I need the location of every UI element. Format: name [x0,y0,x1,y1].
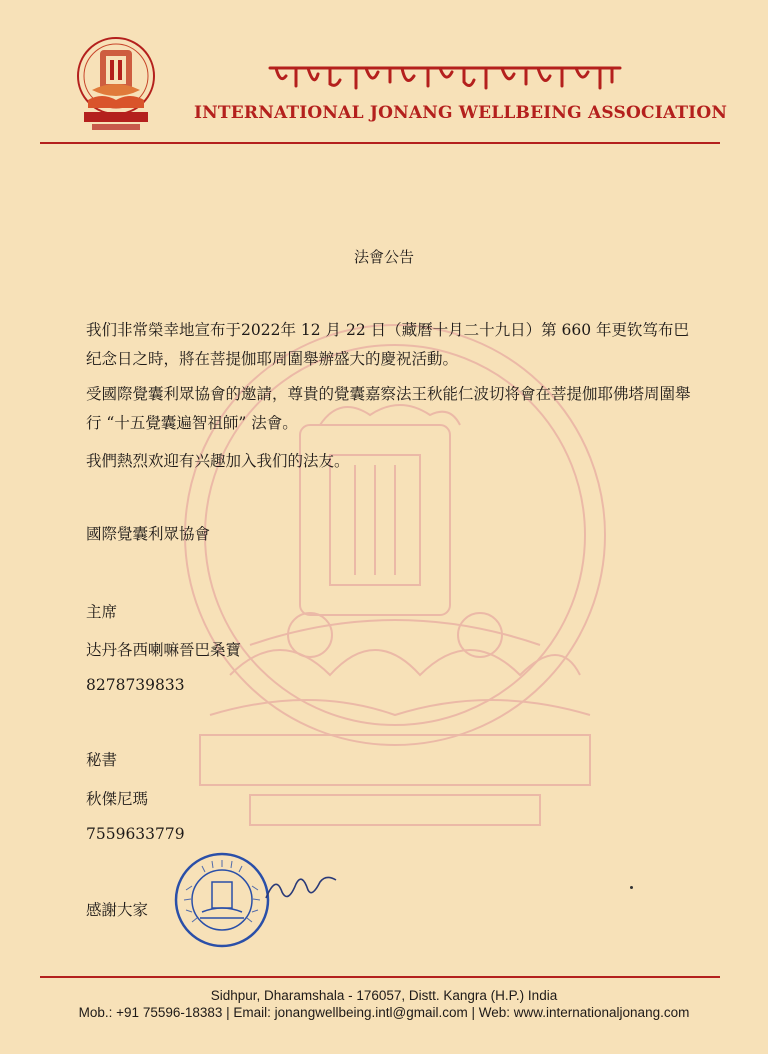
secretary-name: 秋傑尼瑪 [86,790,149,808]
chairman-name: 达丹各西喇嘛晉巴桑寶 [86,641,242,659]
invitation-paragraph: 受國際覺囊利眾協會的邀請，尊貴的覺囊嘉察法王秋能仁波切将會在菩提伽耶佛塔周圍舉行 “十五覺囊遍智祖師” 法會。 [86,385,691,432]
announcement-paragraph: 我们非常榮幸地宣布于2022年 12 月 22 日（藏曆十月二十九日）第 660 年更钦笃布巴纪念日之時，將在菩提伽耶周圍舉辦盛大的慶祝活動。 [86,321,690,368]
footer-address: Sidhpur, Dharamshala - 176057, Distt. Kangra (H.P.) India [210,988,558,1003]
tibetan-title-script [266,58,626,94]
paper-speck [630,886,633,889]
chairman-phone: 8278739833 [86,676,185,694]
footer-divider [40,976,720,978]
secretary-phone: 7559633779 [86,825,185,843]
welcome-paragraph: 我們熱烈欢迎有兴趣加入我们的法友。 [86,452,350,470]
closing-text: 感謝大家 [86,901,149,919]
footer-contact: Mob.: +91 75596-18383 | Email: jonangwellbeing.intl@gmail.com | Web: www.internationaljonang.com [78,1005,690,1020]
letter-title: 法會公告 [353,248,414,266]
chairman-title: 主席 [86,603,118,621]
association-seal [172,850,272,950]
header-divider [40,142,720,144]
association-logo [62,28,170,136]
signature-scribble [262,868,342,908]
tibetan-title [266,58,626,94]
organization-name: INTERNATIONAL JONANG WELLBEING ASSOCIATION [194,103,728,123]
secretary-title: 秘書 [86,751,118,769]
organization-signature: 國際覺囊利眾協會 [86,525,211,543]
